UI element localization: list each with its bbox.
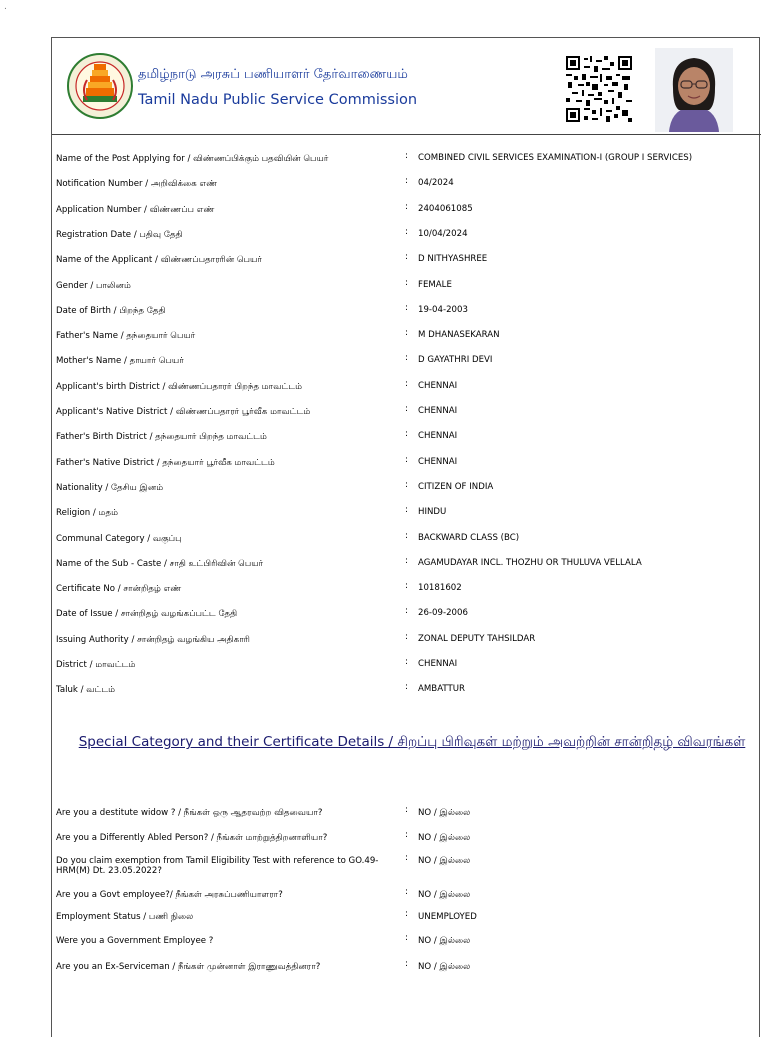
special-value: NO / இல்லை — [418, 890, 471, 900]
detail-value: M DHANASEKARAN — [418, 330, 500, 341]
detail-label: Registration Date / பதிவு தேதி — [56, 229, 183, 240]
detail-value: 2404061085 — [418, 203, 473, 214]
detail-row — [56, 378, 756, 400]
detail-value: CHENNAI — [418, 380, 458, 391]
special-value: NO / இல்லை — [418, 856, 471, 866]
special-label: Employment Status / பணி நிலை — [56, 912, 194, 922]
separator-colon: : — [405, 682, 409, 693]
separator-colon: : — [405, 226, 409, 237]
detail-row — [56, 530, 756, 552]
special-value: UNEMPLOYED — [418, 912, 477, 922]
detail-row — [56, 580, 756, 602]
detail-label: Certificate No / சான்றிதழ் எண் — [56, 584, 182, 595]
detail-row — [56, 175, 756, 197]
separator-colon: : — [405, 657, 409, 667]
header — [52, 38, 761, 135]
detail-value: BACKWARD CLASS (BC) — [418, 532, 520, 543]
detail-value: CHENNAI — [418, 659, 458, 669]
separator-colon: : — [405, 277, 409, 288]
separator-colon: : — [405, 176, 409, 187]
detail-value: COMBINED CIVIL SERVICES EXAMINATION-I (GROUP I SERVICES) — [418, 153, 693, 163]
detail-label: Mother's Name / தாயார் பெயர் — [56, 356, 184, 367]
separator-colon: : — [405, 887, 409, 897]
corner-mark: . — [4, 2, 7, 12]
detail-label: Father's Name / தந்தையார் பெயர் — [56, 331, 196, 342]
detail-label: Father's Birth District / தந்தையார் பிறந்த மாவட்டம் — [56, 432, 267, 443]
detail-label: Father's Native District / தந்தையார் பூர்வீக மாவட்டம் — [56, 457, 275, 468]
special-label: Are you a Differently Abled Person? / நீங்கள் மாற்றுத்திறனாளியா? — [56, 833, 328, 843]
detail-row — [56, 555, 756, 577]
separator-colon: : — [405, 830, 409, 840]
detail-row — [56, 681, 756, 703]
separator-colon: : — [405, 805, 409, 815]
special-value: NO / இல்லை — [418, 833, 471, 843]
detail-label: Gender / பாலினம் — [56, 280, 131, 291]
detail-value: ZONAL DEPUTY TAHSILDAR — [418, 633, 536, 644]
separator-colon: : — [405, 909, 409, 919]
application-sheet — [51, 37, 760, 1037]
separator-colon: : — [405, 302, 409, 313]
detail-label: District / மாவட்டம் — [56, 660, 136, 670]
detail-value: CHENNAI — [418, 456, 458, 467]
detail-value: AGAMUDAYAR INCL. THOZHU OR THULUVA VELLALA — [418, 557, 642, 568]
detail-label: Name of the Post Applying for / விண்ணப்பிக்கும் பதவியின் பெயர் — [56, 154, 329, 164]
separator-colon: : — [405, 853, 409, 863]
detail-row — [56, 150, 756, 172]
detail-value: 26-09-2006 — [418, 608, 468, 619]
separator-colon: : — [405, 353, 409, 364]
applicant-photo — [655, 48, 733, 132]
detail-label: Issuing Authority / சான்றிதழ் வழங்கிய அதிகாரி — [56, 634, 250, 645]
detail-row — [56, 428, 756, 450]
detail-value: CHENNAI — [418, 406, 458, 416]
separator-colon: : — [405, 606, 409, 617]
detail-label: Notification Number / அறிவிக்கை எண் — [56, 179, 218, 190]
detail-value: CHENNAI — [418, 431, 458, 442]
detail-label: Name of the Sub - Caste / சாதி உட்பிரிவின் பெயர் — [56, 558, 264, 569]
detail-label: Application Number / விண்ணப்ப எண் — [56, 204, 215, 215]
separator-colon: : — [405, 378, 409, 389]
detail-label: Applicant's birth District / விண்ணப்பதாரர் பிறந்த மாவட்டம் — [56, 381, 303, 392]
detail-label: Taluk / வட்டம் — [56, 685, 116, 696]
detail-row — [56, 504, 756, 526]
special-value: NO / இல்லை — [418, 808, 471, 818]
detail-value: 10/04/2024 — [418, 228, 468, 239]
detail-row — [56, 454, 756, 476]
detail-label: Name of the Applicant / விண்ணப்பதாரரின் பெயர் — [56, 255, 262, 266]
separator-colon: : — [405, 252, 409, 263]
detail-value: CITIZEN OF INDIA — [418, 481, 494, 492]
separator-colon: : — [405, 429, 409, 440]
special-label: Were you a Government Employee ? — [56, 936, 214, 946]
detail-row — [56, 605, 756, 627]
separator-colon: : — [405, 505, 409, 516]
separator-colon: : — [405, 479, 409, 490]
separator-colon: : — [405, 555, 409, 566]
separator-colon: : — [405, 933, 409, 943]
special-label: Are you an Ex-Serviceman / நீங்கள் முன்னாள் இராணுவத்தினரா? — [56, 962, 321, 972]
special-label: Do you claim exemption from Tamil Eligibility Test with reference to GO.49-HRM(M) Dt. 23.05.2022? — [56, 856, 379, 876]
detail-value: AMBATTUR — [418, 684, 466, 695]
organization-name-tamil: தமிழ்நாடு அரசுப் பணியாளர் தேர்வாணையம் — [138, 67, 408, 82]
detail-row — [56, 327, 756, 349]
detail-row — [56, 302, 756, 324]
detail-row — [56, 277, 756, 299]
special-label: Are you a Govt employee?/ நீங்கள் அரசுப்பணியாளரா? — [56, 890, 283, 900]
separator-colon: : — [405, 454, 409, 465]
detail-label: Applicant's Native District / விண்ணப்பதாரர் பூர்வீக மாவட்டம் — [56, 407, 311, 417]
organization-name-english: Tamil Nadu Public Service Commission — [138, 92, 418, 108]
detail-label: Date of Issue / சான்றிதழ் வழங்கப்பட்ட தேதி — [56, 609, 238, 620]
detail-value: HINDU — [418, 507, 447, 518]
detail-row — [56, 226, 756, 248]
detail-row — [56, 352, 756, 374]
special-value: NO / இல்லை — [418, 936, 471, 946]
detail-label: Nationality / தேசிய இனம் — [56, 482, 164, 493]
separator-colon: : — [405, 631, 409, 642]
detail-row — [56, 631, 756, 653]
separator-colon: : — [405, 530, 409, 541]
special-category-title: Special Category and their Certificate Details / சிறப்பு பிரிவுகள் மற்றும் அவற்றின் சான்றிதழ் விவரங்கள் — [78, 734, 746, 750]
detail-value: FEMALE — [418, 279, 452, 290]
detail-row — [56, 656, 756, 678]
detail-row — [56, 251, 756, 273]
separator-colon: : — [405, 151, 409, 161]
detail-row — [56, 201, 756, 223]
detail-value: 19-04-2003 — [418, 304, 468, 315]
detail-value: 04/2024 — [418, 178, 454, 189]
separator-colon: : — [405, 201, 409, 212]
detail-value: 10181602 — [418, 583, 462, 594]
detail-row — [56, 403, 756, 425]
detail-value: D GAYATHRI DEVI — [418, 355, 493, 366]
detail-label: Date of Birth / பிறந்த தேதி — [56, 305, 166, 316]
special-value: NO / இல்லை — [418, 962, 471, 972]
separator-colon: : — [405, 959, 409, 969]
detail-label: Communal Category / வகுப்பு — [56, 533, 182, 544]
separator-colon: : — [405, 581, 409, 592]
separator-colon: : — [405, 404, 409, 414]
tamil-nadu-emblem-icon — [67, 50, 133, 122]
detail-value: D NITHYASHREE — [418, 254, 488, 265]
qr-code-icon — [566, 56, 632, 122]
detail-row — [56, 479, 756, 501]
separator-colon: : — [405, 328, 409, 339]
special-label: Are you a destitute widow ? / நீங்கள் ஒரு ஆதரவற்ற விதவையா? — [56, 808, 323, 818]
detail-label: Religion / மதம் — [56, 508, 118, 519]
